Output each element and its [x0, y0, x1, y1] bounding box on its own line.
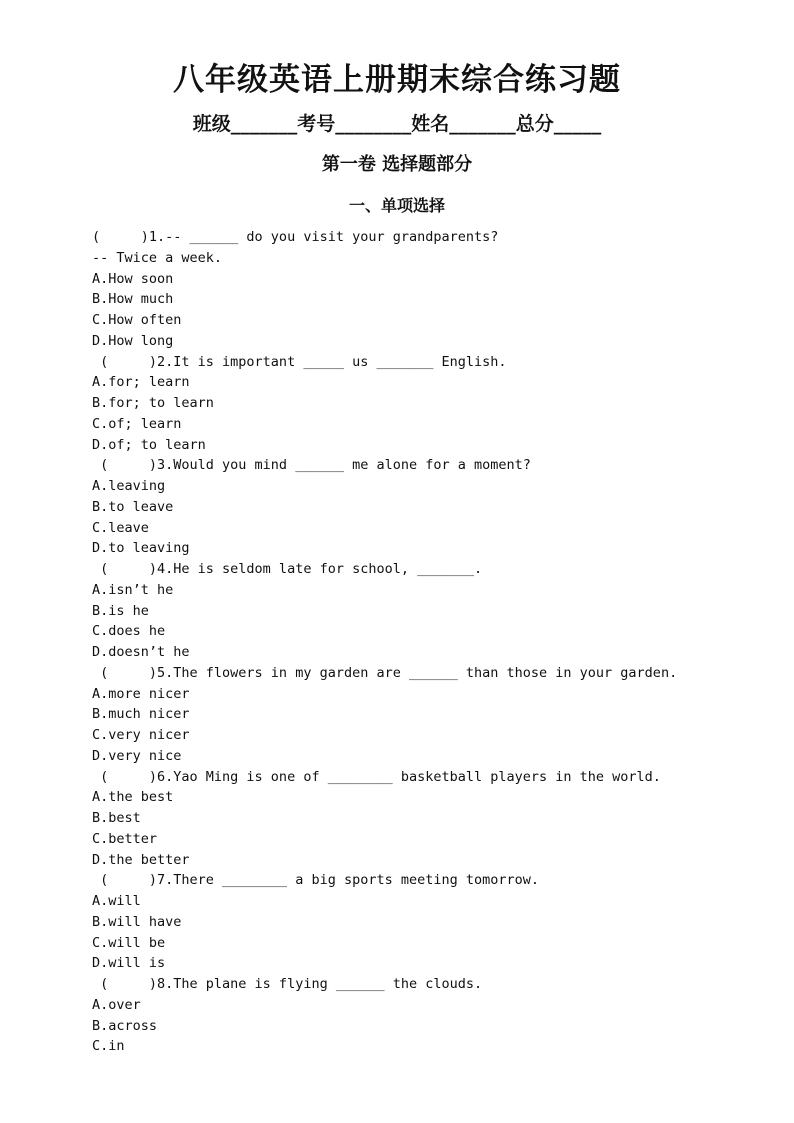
student-info-line [0, 110, 794, 138]
section-title: 第一卷 选择题部分 [321, 154, 473, 175]
option-c[interactable]: C.better [92, 830, 158, 847]
question-stem: ( )4.He is seldom late for school, _______. [92, 561, 483, 577]
question-list [92, 227, 732, 1057]
question-stem: ( )7.There ________ a big sports meeting tomorrow. [92, 872, 540, 889]
option-a[interactable]: A.isn’t he [92, 581, 174, 598]
option-a[interactable]: A.will [92, 893, 141, 909]
option-b[interactable]: B.best [92, 810, 141, 826]
option-d[interactable]: D.very nice [92, 747, 182, 764]
option-a[interactable]: A.over [92, 996, 141, 1013]
question-dialogue-reply: -- Twice a week. [92, 249, 223, 266]
option-d[interactable]: D.the better [92, 851, 190, 868]
option-a[interactable]: A.the best [92, 789, 174, 806]
option-b[interactable]: B.across [92, 1017, 158, 1034]
option-d[interactable]: D.will is [92, 955, 166, 972]
option-b[interactable]: B.is he [92, 602, 149, 619]
total-score-blank[interactable]: _____ [553, 113, 602, 135]
option-b[interactable]: B.for; to learn [92, 395, 214, 411]
exam-number-blank[interactable]: ________ [335, 113, 412, 135]
option-a[interactable]: A.more nicer [92, 685, 190, 702]
option-c[interactable]: C.How often [92, 312, 182, 328]
question-stem: ( )8.The plane is flying ______ the clouds. [92, 976, 483, 992]
option-c[interactable]: C.of; learn [92, 415, 182, 432]
question-stem: ( )1.-- ______ do you visit your grandparents? [92, 229, 499, 245]
option-d[interactable]: D.to leaving [92, 540, 190, 557]
name-label: 姓名 [411, 113, 450, 135]
option-d[interactable]: D.doesn’t he [92, 644, 190, 660]
question-stem: ( )2.It is important _____ us _______ English. [92, 353, 507, 370]
question-stem: ( )6.Yao Ming is one of ________ basketball players in the world. [92, 768, 661, 785]
option-b[interactable]: B.How much [92, 291, 174, 308]
question-stem: ( )5.The flowers in my garden are ______ than those in your garden. [92, 664, 678, 681]
class-label: 班级 [192, 113, 231, 135]
option-d[interactable]: D.of; to learn [92, 436, 206, 453]
class-blank[interactable]: _______ [230, 113, 298, 135]
option-d[interactable]: D.How long [92, 332, 174, 349]
question-stem: ( )3.Would you mind ______ me alone for a moment? [92, 457, 531, 474]
exam-title: 八年级英语上册期末综合练习题 [173, 62, 621, 98]
option-a[interactable]: A.for; learn [92, 374, 190, 391]
option-b[interactable]: B.will have [92, 913, 182, 930]
option-c[interactable]: C.will be [92, 934, 166, 951]
option-b[interactable]: B.much nicer [92, 706, 190, 723]
part-title: 一、单项选择 [348, 196, 445, 215]
name-blank[interactable]: _______ [449, 113, 516, 135]
exam-number-label: 考号 [297, 113, 336, 135]
option-c[interactable]: C.does he [92, 623, 166, 640]
option-a[interactable]: A.leaving [92, 478, 166, 494]
option-b[interactable]: B.to leave [92, 498, 174, 515]
option-c[interactable]: C.leave [92, 519, 149, 536]
option-c[interactable]: C.very nicer [92, 727, 190, 743]
option-a[interactable]: A.How soon [92, 270, 174, 287]
option-c[interactable]: C.in [92, 1038, 125, 1055]
total-score-label: 总分 [515, 113, 554, 135]
